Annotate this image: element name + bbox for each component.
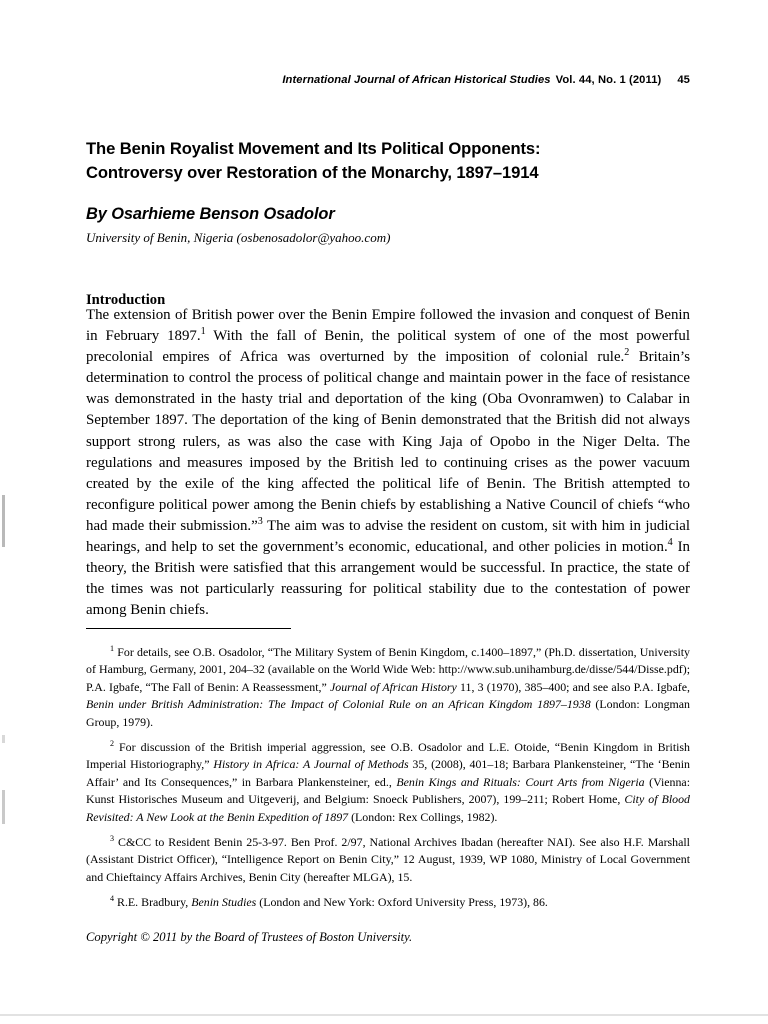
body-paragraph [86,305,690,621]
scan-artifact [2,495,5,547]
footnote-italic-title: City of Blood Revisited: A New Look at the Benin Expedition of 1897 [86,792,690,824]
article-title [86,137,690,185]
footnote-ref-2[interactable]: 2 [624,347,630,359]
body-text-segment: The extension of British power over the Benin Empire followed the invasion and conquest of Benin in February 1897. [86,307,690,345]
footnote-marker-1: 1 [110,644,115,654]
footnote-separator-rule [86,628,291,629]
body-text-segment: With the fall of Benin, the political system of one of the most powerful precolonial empires of Africa was overturned by the imposition of colonial rule. [86,328,690,366]
scan-artifact [2,735,5,743]
footnote-text: R.E. Bradbury, [114,895,192,910]
footnote-text: For details, see O.B. Osadolor, “The Military System of Benin Kingdom, c.1400–1897,” (Ph.D. dissertation, University of Hamburg, Germany, 2001, 204–32 (available on the World Wide Web: [86,645,690,677]
footnote-2 [86,739,690,826]
byline [86,203,690,248]
page-number: 45 [677,74,690,86]
footnote-text: (London: Longman Group, 1979). [86,697,690,729]
footnote-ref-4[interactable]: 4 [667,537,673,549]
footnote-text: For discussion of the British imperial aggression, see O.B. Osadolor and L.E. Otoide, “Benin Kingdom in British Imperial Historiography,” [86,740,690,772]
copyright-notice: Copyright © 2011 by the Board of Trustees of Boston University. [86,930,413,944]
footnote-4 [86,894,690,911]
footnote-italic-title: Benin Studies [191,895,257,910]
footnote-marker-2: 2 [110,739,115,749]
footnote-text: 35, (2008), 401–18; Barbara Plankensteiner, “The ‘Benin Affair’ and Its Consequences,” in Barbara Plankensteiner, ed., [86,757,690,789]
footnote-url[interactable]: http://www.sub.unihamburg.de/disse/544/Disse.pdf [438,662,683,677]
article-title-line-2: Controversy over Restoration of the Monarchy, 1897–1914 [86,163,539,183]
footnote-italic-title: Benin under British Administration: The Impact of Colonial Rule on an African Kingdom 1897–1938 [86,697,591,712]
footnote-italic-title: Journal of African History [329,679,457,694]
section-heading-introduction: Introduction [86,292,166,309]
footnote-text: C&CC to Resident Benin 25-3-97. Ben Prof. 2/97, National Archives Ibadan (hereafter NAI). See also H.F. Marshall (Assistant District Officer), “Intelligence Report on Benin City,” 12 August, 1939, WP 1080, Ministry of Local Government and Chieftaincy Affairs Archives, Benin City (hereafter MLGA), 15. [86,835,690,884]
scan-artifact-bottom-edge [0,1014,768,1016]
footnote-text: (London: Rex Collings, 1982). [348,809,498,824]
scan-artifact [2,790,5,824]
author-affiliation: University of Benin, Nigeria (osbenosadolor@yahoo.com) [86,230,391,245]
footnote-ref-1[interactable]: 1 [200,326,206,338]
author-name: By Osarhieme Benson Osadolor [86,205,335,223]
running-head [86,74,690,86]
footnote-marker-4: 4 [110,894,115,904]
footnotes-section [86,644,690,918]
article-title-line-1: The Benin Royalist Movement and Its Political Opponents: [86,139,541,159]
footnote-text: (London and New York: Oxford University Press, 1973), 86. [256,895,548,910]
footnote-marker-3: 3 [110,834,115,844]
footnote-3 [86,834,690,886]
footnote-text: ); P.A. Igbafe, “The Fall of Benin: A Reassessment,” [86,662,690,694]
footnote-italic-title: History in Africa: A Journal of Methods [213,757,409,772]
journal-issue: Vol. 44, No. 1 (2011) [555,74,662,86]
footnote-text: (Vienna: Kunst Historisches Museum and Uitgeverij, and Belgium: Snoeck Publishers, 2007), 199–211; Robert Home, [86,774,691,807]
body-text-segment: The aim was to advise the resident on custom, sit with him in judicial hearings, and help to set the government’s economic, educational, and other policies in motion. [86,517,691,556]
footnote-1 [86,644,690,731]
body-text-segment: In theory, the British were satisfied that this arrangement would be successful. In practice, the state of the times was not particularly reassuring for political stability due to the contestation of power among Benin chiefs. [86,539,690,619]
footnote-text: 11, 3 (1970), 385–400; and see also P.A. Igbafe, [456,679,690,694]
footnote-italic-title: Benin Kings and Rituals: Court Arts from Nigeria [396,774,645,789]
body-text-segment: Britain’s determination to control the process of political change and maintain power in the face of resistance was demonstrated in the hasty trial and deportation of the king (Oba Ovonramwen) to Calabar in September 1897. The deportation of the king of Benin demonstrated that the British did not always support strong rulers, as was also the case with King Jaja of Opobo in the Niger Delta. The regulations and measures imposed by the British led to continuing crises as the power vacuum created by the exile of the king affected the political life of Benin. The British attempted to reconfigure political power among the Benin chiefs by establishing a Native Council of chiefs “who had made their submission.” [86,349,690,534]
journal-title: International Journal of African Historical Studies [282,74,551,86]
footnote-ref-3[interactable]: 3 [257,515,263,527]
